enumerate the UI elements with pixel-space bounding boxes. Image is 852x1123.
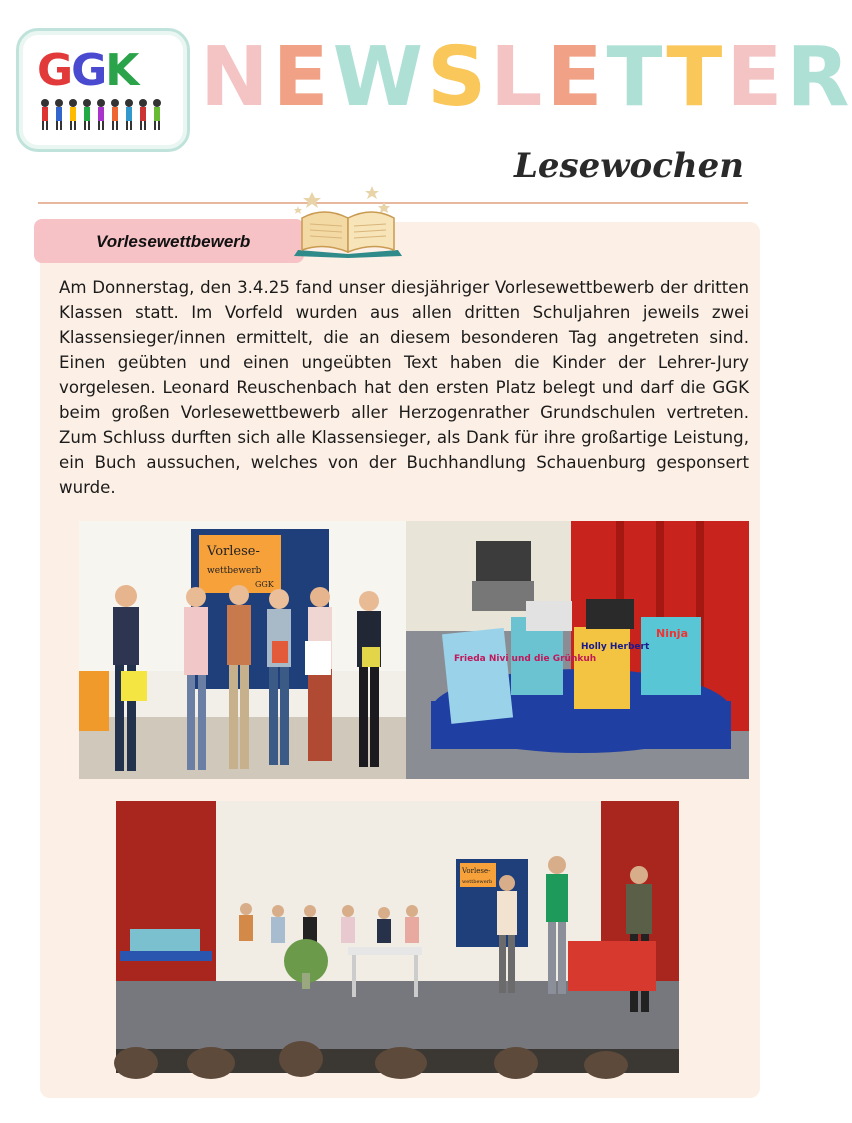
poster-text-line3: GGK <box>255 580 274 589</box>
article-body: Am Donnerstag, den 3.4.25 fand unser diesjähriger Vorlesewettbewerb der dritten Klassen statt. Im Vorfeld wurden aus allen dritten Schuljahren jeweils zwei Klassensieger/innen ermittelt, die an diesem besonderen Tag angetreten sind. Einen geübten und einen ungeübten Text haben die Kinder der Lehrer-Jury vorgelesen. Leonard Reuschenbach hat den ersten Platz belegt und darf die GGK beim großen Vorlesewettbewerb aller Herzogenrather Grundschulen vertreten. Zum Schluss durften sich alle Klassensieger, als Dank für ihre großartige Leistung, ein Buch aussuchen, welches von der Buchhandlung Schauenburg gesponsert wurde. <box>59 278 749 497</box>
poster-text-line2: wettbewerb <box>207 566 262 576</box>
logo-letter-k: K <box>105 45 138 96</box>
title-letter-4: S <box>427 30 489 125</box>
title-letter-6: E <box>546 30 605 125</box>
title-letter-9: E <box>726 30 785 125</box>
logo-text <box>37 45 137 96</box>
logo-letter-g2: G <box>71 45 106 96</box>
title-letter-7: T <box>606 30 665 125</box>
logo-letter-g1: G <box>37 45 72 96</box>
book-title-1: Frieda Nivi und die Grünkuh <box>454 654 597 664</box>
title-letter-10: R <box>786 30 852 125</box>
title-letter-1: N <box>200 30 271 125</box>
photo-stage-reading <box>116 801 679 1073</box>
title-letter-8: T <box>666 30 725 125</box>
book-title-2: Holly Herbert <box>581 642 650 652</box>
stage-poster-line2: wettbewerb <box>462 879 493 885</box>
school-logo <box>16 28 190 152</box>
photo-class-winners <box>79 521 406 779</box>
poster-text-line1: Vorlese- <box>207 544 260 559</box>
children-figures-icon <box>37 97 169 131</box>
section-heading: Vorlesewettbewerb <box>96 232 251 251</box>
title-letter-5: L <box>490 30 545 125</box>
open-book-icon <box>292 184 404 258</box>
title-letter-3: W <box>332 30 426 125</box>
title-letter-2: E <box>272 30 331 125</box>
issue-subtitle: Lesewochen <box>513 146 744 186</box>
newsletter-title <box>200 30 852 125</box>
photo-prize-books <box>406 521 749 779</box>
stage-poster-line1: Vorlese- <box>462 867 491 875</box>
book-title-3: Ninja <box>656 627 689 640</box>
